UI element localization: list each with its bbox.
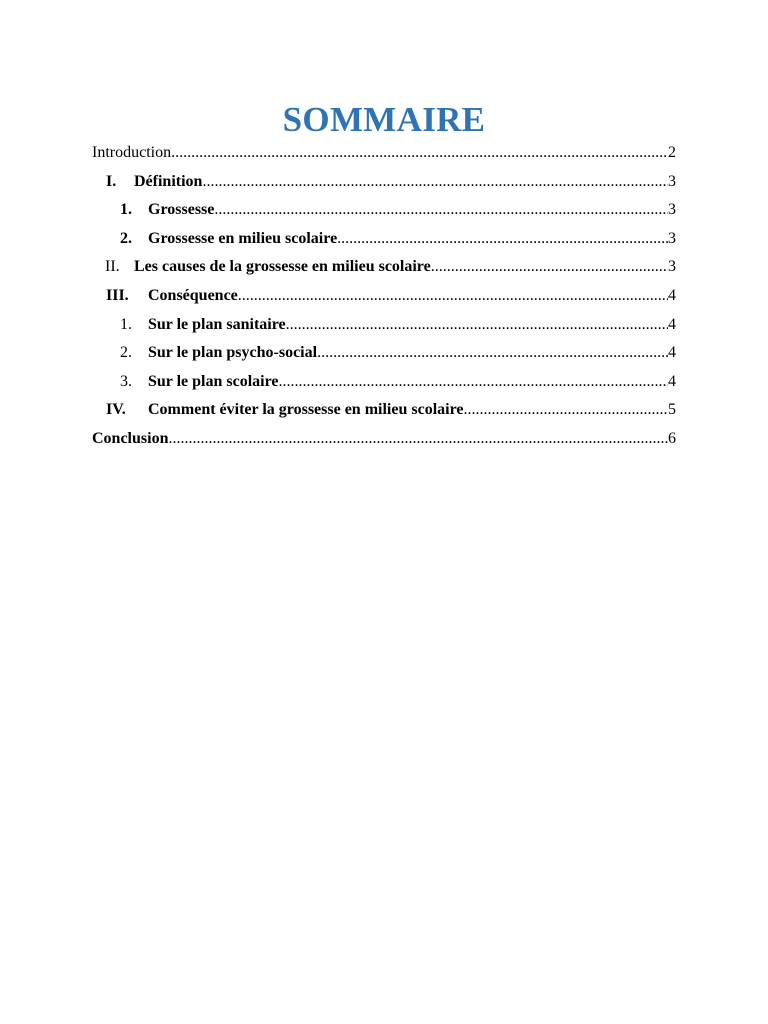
toc-entry-number: 3. (120, 372, 132, 390)
toc-entry-number: 1. (120, 315, 132, 333)
toc-entry-page-number: 3 (668, 229, 676, 247)
toc-entry-label: Grossesse en milieu scolaire (148, 229, 338, 247)
toc-entry-page-number: 3 (668, 172, 676, 190)
toc-entry-grossesse[interactable] (92, 196, 676, 225)
toc-leader-dots (202, 168, 668, 197)
page-title: SOMMAIRE (282, 100, 486, 139)
toc-leader-dots (171, 139, 668, 168)
toc-entry-causes[interactable] (92, 253, 676, 282)
toc-entry-consequence[interactable] (92, 282, 676, 311)
toc-entry-label: Sur le plan scolaire (148, 372, 279, 390)
toc-leader-dots (279, 368, 668, 397)
toc-leader-dots (317, 339, 668, 368)
toc-entry-label: Sur le plan psycho-social (148, 344, 318, 362)
toc-entry-page-number: 4 (668, 315, 676, 333)
toc-entry-label: Grossesse (148, 201, 215, 219)
toc-entry-page-number: 5 (668, 401, 676, 419)
toc-entry-page-number: 4 (668, 286, 676, 304)
toc-entry-label: Conséquence (148, 286, 238, 304)
toc-entry-number: I. (106, 172, 117, 190)
toc-leader-dots (337, 225, 668, 254)
toc-entry-label: Définition (134, 172, 203, 190)
toc-entry-introduction[interactable] (92, 139, 676, 168)
toc-entry-page-number: 2 (668, 144, 676, 161)
toc-leader-dots (286, 311, 668, 340)
toc-leader-dots (238, 282, 668, 311)
toc-leader-dots (168, 425, 668, 454)
toc-entry-label: Les causes de la grossesse en milieu scolaire (134, 258, 431, 276)
toc-entry-plan-psycho-social[interactable] (92, 339, 676, 368)
toc-entry-plan-sanitaire[interactable] (92, 311, 676, 340)
toc-entry-page-number: 3 (668, 258, 676, 276)
toc-entry-number: III. (106, 286, 129, 304)
toc-entry-plan-scolaire[interactable] (92, 368, 676, 397)
toc-entry-number: IV. (106, 401, 126, 419)
toc-entry-label: Sur le plan sanitaire (148, 315, 286, 333)
toc-entry-number: 1. (120, 201, 132, 219)
toc-entry-conclusion[interactable] (92, 425, 676, 454)
toc-entry-page-number: 4 (668, 372, 676, 390)
toc-entry-number: 2. (120, 229, 132, 247)
toc-leader-dots (464, 396, 669, 425)
toc-entry-comment-eviter[interactable] (92, 396, 676, 425)
toc-entry-label: Conclusion (92, 429, 169, 447)
toc-leader-dots (431, 253, 668, 282)
toc-entry-page-number: 6 (668, 429, 676, 447)
toc-entry-page-number: 4 (668, 344, 676, 362)
table-of-contents (92, 139, 676, 454)
toc-entry-grossesse-milieu-scolaire[interactable] (92, 225, 676, 254)
toc-entry-number: 2. (120, 344, 132, 362)
toc-entry-label: Introduction (92, 144, 172, 161)
toc-entry-label: Comment éviter la grossesse en milieu scolaire (148, 401, 464, 419)
toc-leader-dots (214, 196, 668, 225)
toc-entry-page-number: 3 (668, 201, 676, 219)
toc-entry-number: II. (105, 258, 120, 276)
toc-entry-definition[interactable] (92, 168, 676, 197)
